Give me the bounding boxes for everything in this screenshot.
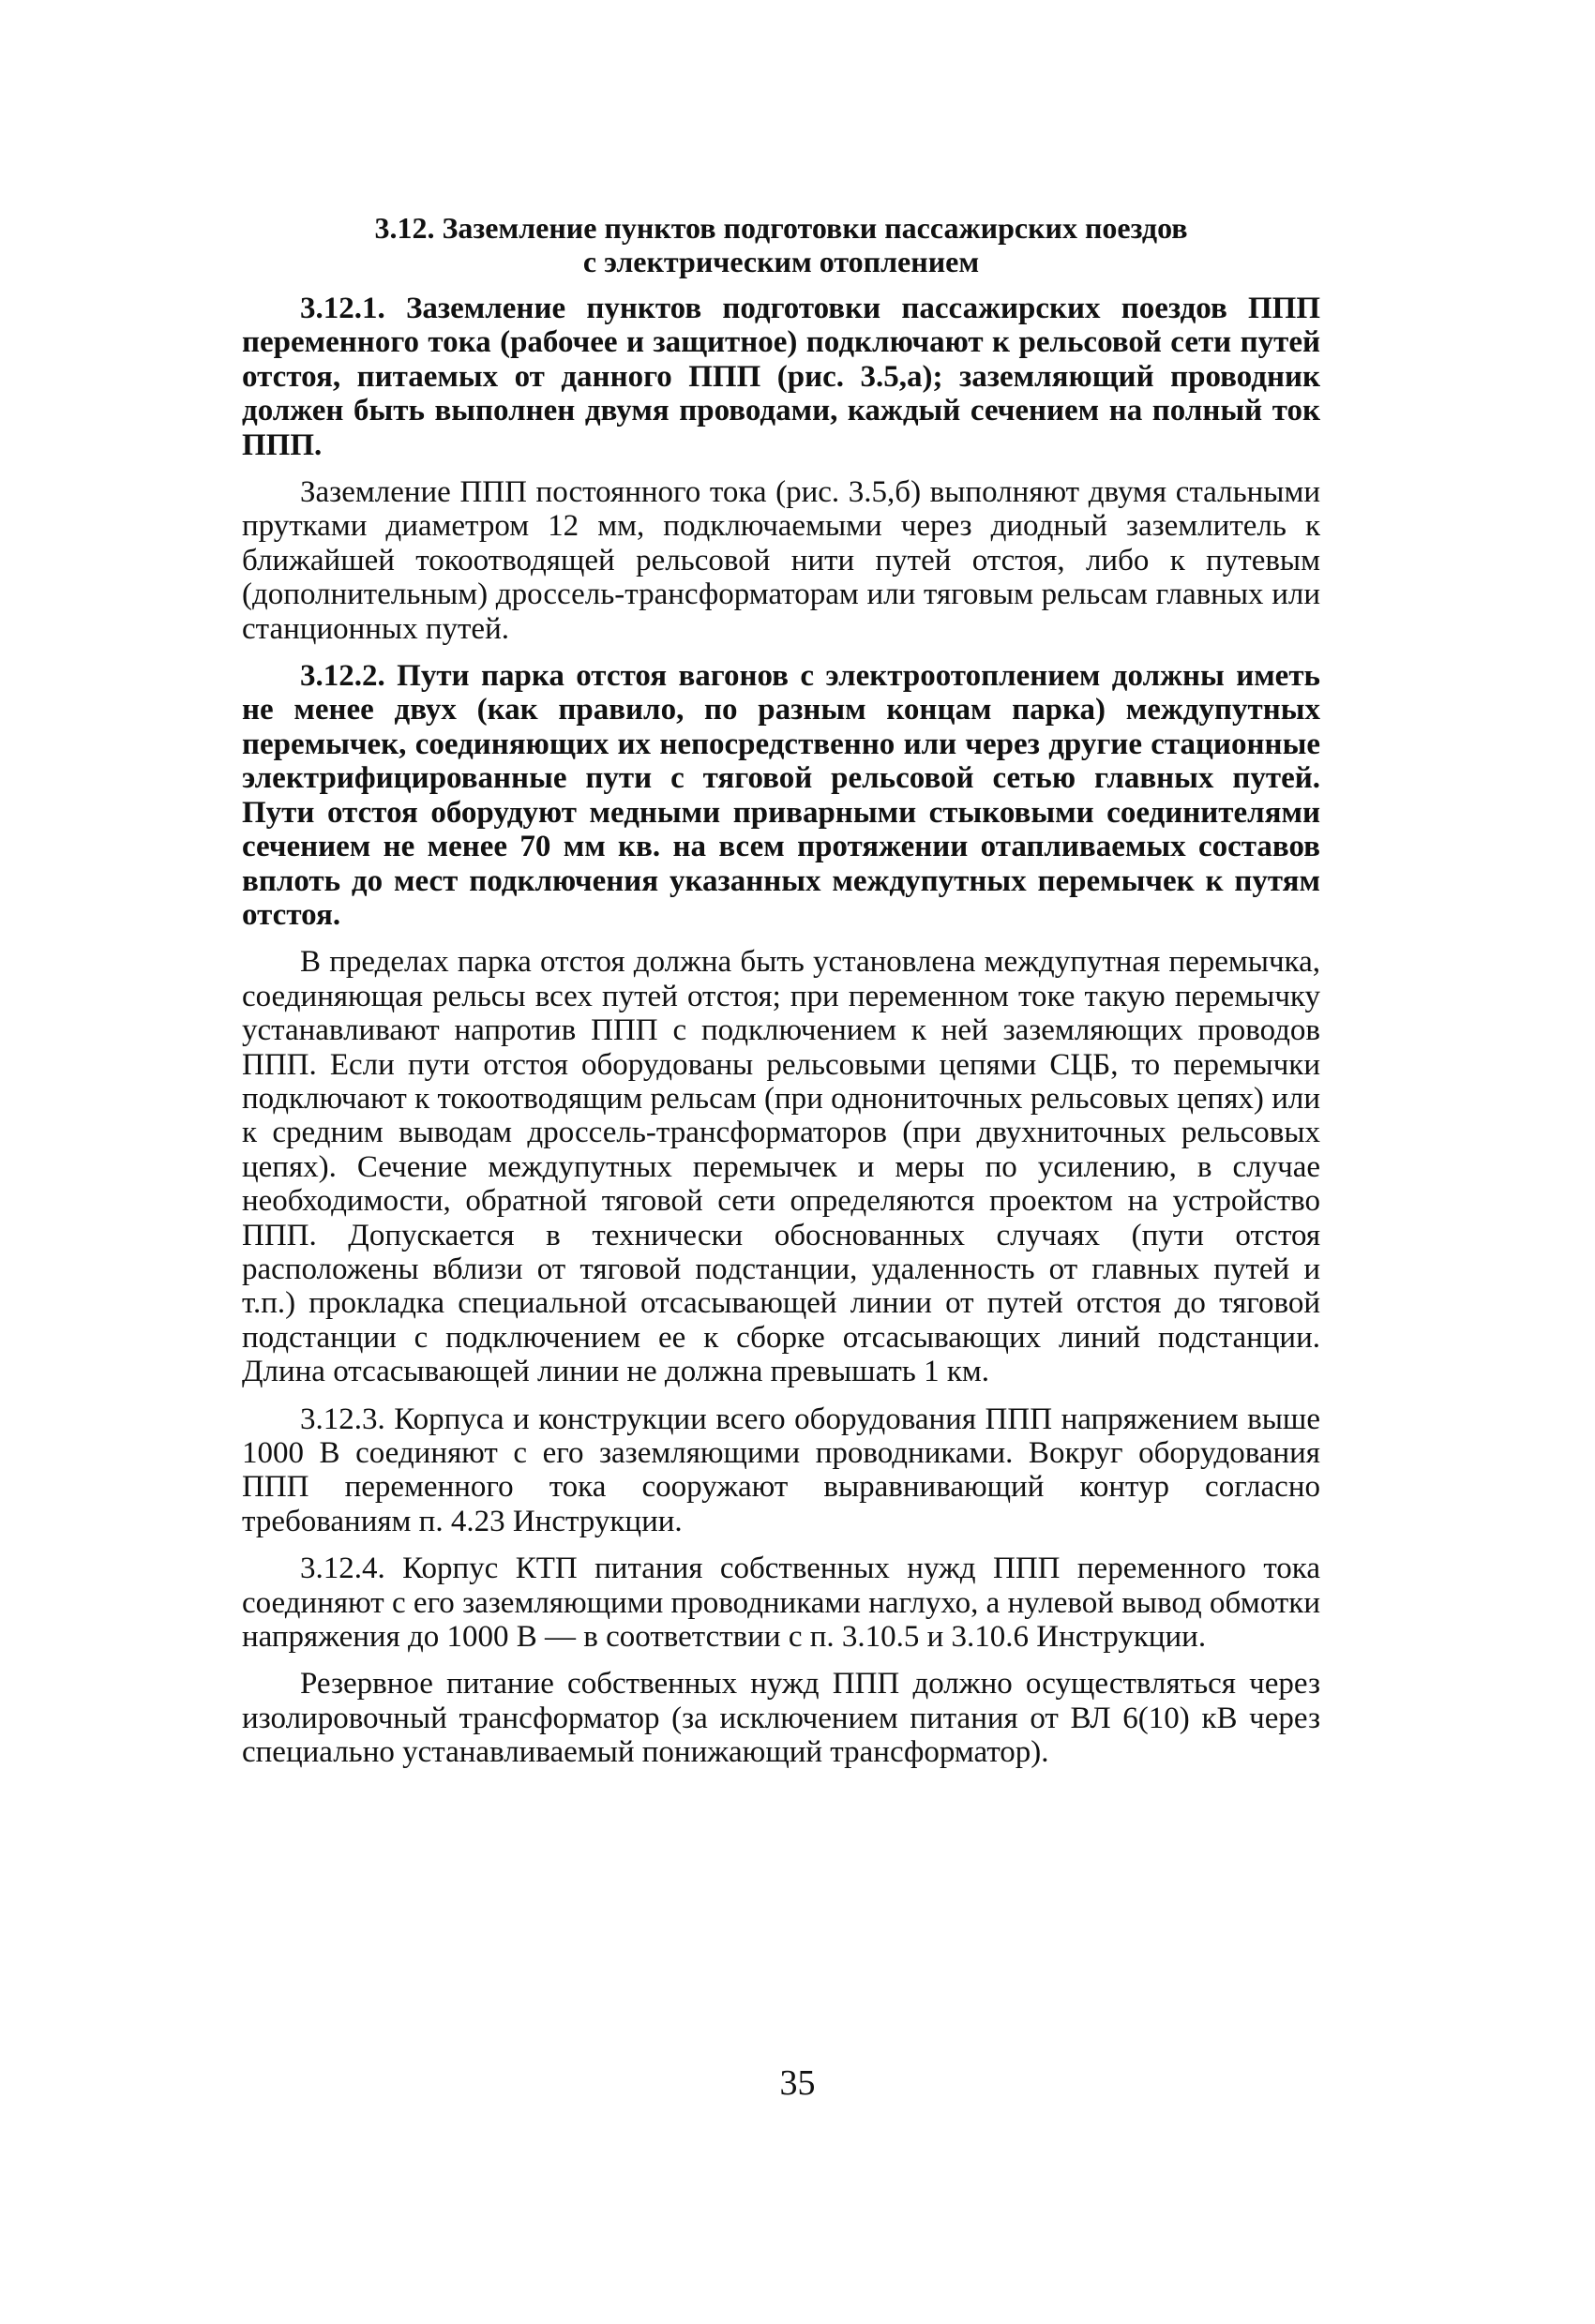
- paragraph-dc-grounding: Заземление ППП постоянного тока (рис. 3.5,б) выполняют двумя стальными прутками диаметром 12 мм, подключаемыми через диодный заземлитель к ближайшей токоотводящей рельсовой нити путей отстоя, либо к путевым (дополнительным) дроссель-трансформаторам или тяговым рельсам главных или станционных путей.: [242, 475, 1320, 646]
- heading-line-2: с электрическим отоплением: [582, 245, 980, 278]
- paragraph-jumper-requirements: В пределах парка отстоя должна быть установлена междупутная перемычка, соединяющая рельсы всех путей отстоя; при переменном токе такую перемычку устанавливают напротив ППП с подключением к ней заземляющих проводов ППП. Если пути отстоя оборудованы рельсовыми цепями СЦБ, то перемычки подключают к токоотводящим рельсам (при однониточных рельсовых цепях) или к средним выводам дроссель-трансформаторов (при двухниточных рельсовых цепях). Сечение междупутных перемычек и меры по усилению, в случае необходимости, обратной тяговой сети определяются проектом на устройство ППП. Допускается в технически обоснованных случаях (пути отстоя расположены вблизи от тяговой подстанции, удаленность от главных путей и т.п.) прокладка специальной отсасывающей линии от путей отстоя до тяговой подстанции с подключением ее к сборке отсасывающих линий подстанции. Длина отсасывающей линии не должна превышать 1 км.: [242, 945, 1320, 1389]
- section-heading: [242, 211, 1320, 278]
- document-page: [242, 211, 1320, 1783]
- heading-line-1: 3.12. Заземление пунктов подготовки пассажирских поездов: [374, 211, 1188, 245]
- paragraph-reserve-power: Резервное питание собственных нужд ППП должно осуществляться через изолировочный трансформатор (за исключением питания от ВЛ 6(10) кВ через специально устанавливаемый понижающий трансформатор).: [242, 1667, 1320, 1770]
- paragraph-3-12-1: 3.12.1. Заземление пунктов подготовки пассажирских поездов ППП переменного тока (рабочее и защитное) подключают к рельсовой сети путей отстоя, питаемых от данного ППП (рис. 3.5,а); заземляющий проводник должен быть выполнен двумя проводами, каждый сечением на полный ток ППП.: [242, 292, 1320, 462]
- paragraph-3-12-3: 3.12.3. Корпуса и конструкции всего оборудования ППП напряжением выше 1000 В соединяют с его заземляющими проводниками. Вокруг оборудования ППП переменного тока сооружают выравнивающий контур согласно требованиям п. 4.23 Инструкции.: [242, 1402, 1320, 1538]
- page-number: 35: [779, 2063, 816, 2103]
- paragraph-3-12-4: 3.12.4. Корпус КТП питания собственных нужд ППП переменного тока соединяют с его заземляющими проводниками наглухо, а нулевой вывод обмотки напряжения до 1000 В — в соответствии с п. 3.10.5 и 3.10.6 Инструкции.: [242, 1552, 1320, 1655]
- paragraph-3-12-2: 3.12.2. Пути парка отстоя вагонов с электроотоплением должны иметь не менее двух (как правило, по разным концам парка) междупутных перемычек, соединяющих их непосредственно или через другие стационные электрифицированные пути с тяговой рельсовой сетью главных путей. Пути отстоя оборудуют медными приварными стыковыми соединителями сечением не менее 70 мм кв. на всем протяжении отапливаемых составов вплоть до мест подключения указанных междупутных перемычек к путям отстоя.: [242, 659, 1320, 932]
